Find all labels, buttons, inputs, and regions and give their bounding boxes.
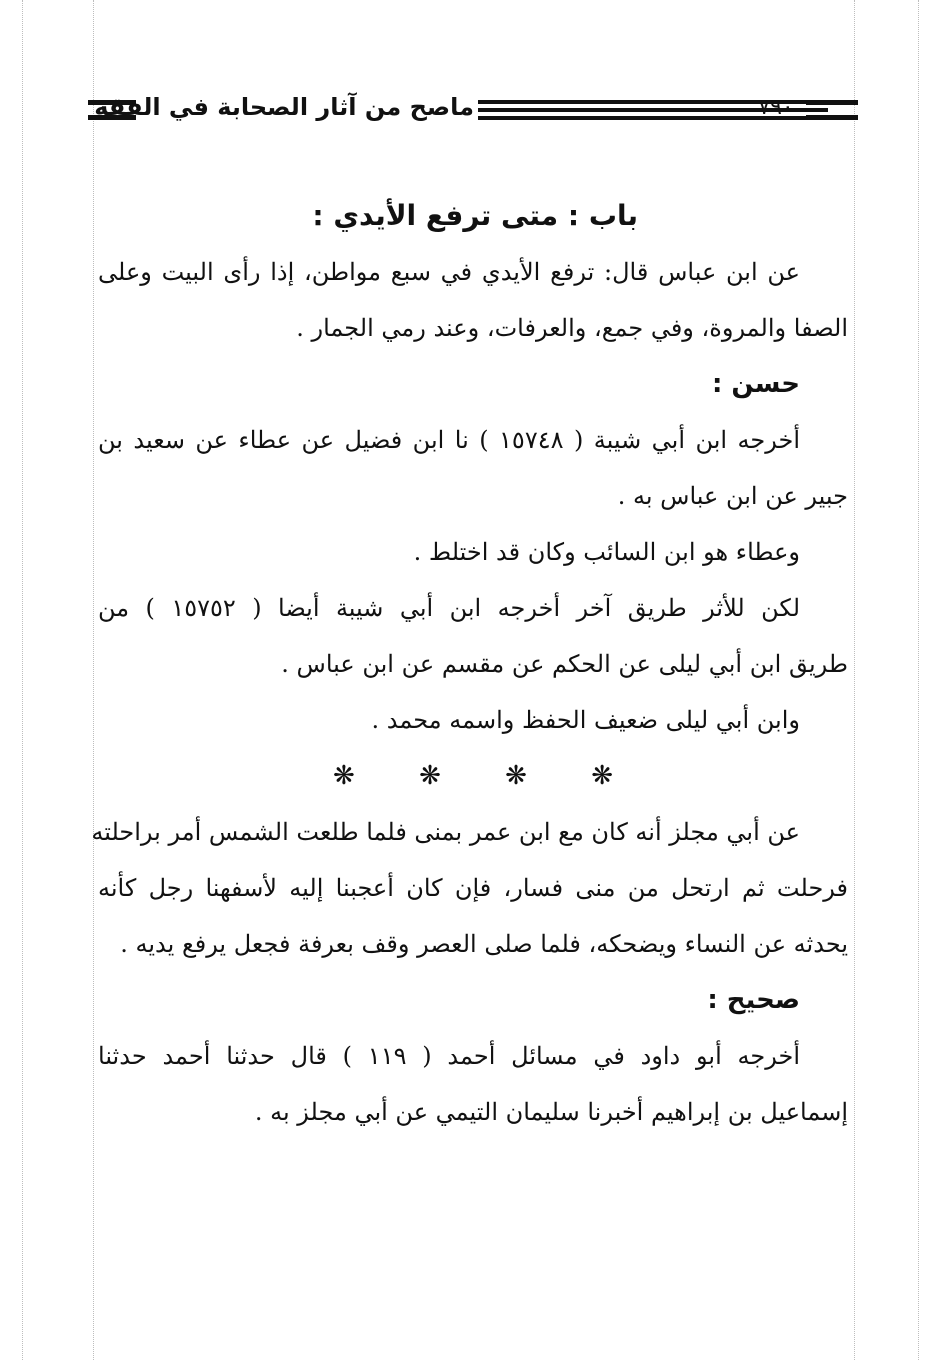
text-line: يحدثه عن النساء ويضحكه، فلما صلى العصر وقف بعرفة فجعل يرفع يديه . bbox=[120, 930, 848, 958]
page-number: ٧٩٠ bbox=[758, 95, 794, 120]
chapter-heading: باب : متى ترفع الأيدي : bbox=[312, 199, 638, 232]
grade-label: صحيح : bbox=[707, 985, 800, 1015]
text-line: جبير عن ابن عباس به . bbox=[617, 482, 848, 510]
text-line: إسماعيل بن إبراهيم أخبرنا سليمان التيمي عن أبي مجلز به . bbox=[254, 1098, 848, 1126]
text-line: طريق ابن أبي ليلى عن الحكم عن مقسم عن ابن عباس . bbox=[281, 650, 848, 678]
ornament-icon: ❋ bbox=[333, 761, 355, 791]
ornament-icon: ❋ bbox=[591, 761, 613, 791]
text-line: أخرجه ابن أبي شيبة ( ١٥٧٤٨ ) نا ابن فضيل عن عطاء عن سعيد بن bbox=[98, 426, 800, 454]
text-line: فرحلت ثم ارتحل من منى فسار، فإن كان أعجبنا إليه لأسفهنا رجل كأنه bbox=[98, 874, 848, 902]
text-line: عن أبي مجلز أنه كان مع ابن عمر بمنى فلما طلعت الشمس أمر براحلته bbox=[91, 818, 800, 846]
header-title: ماصح من آثار الصحابة في الفقه bbox=[94, 93, 474, 121]
ornament-icon: ❋ bbox=[505, 761, 527, 791]
text-line: أخرجه أبو داود في مسائل أحمد ( ١١٩ ) قال حدثنا أحمد حدثنا bbox=[98, 1042, 800, 1070]
section-separator bbox=[98, 748, 848, 804]
header-rule-right bbox=[806, 100, 858, 120]
guide-line bbox=[854, 0, 855, 1360]
page-body bbox=[91, 188, 848, 1140]
grade-label: حسن : bbox=[711, 369, 800, 399]
text-line: عن ابن عباس قال: ترفع الأيدي في سبع مواطن، إذا رأى البيت وعلى bbox=[98, 258, 800, 286]
page-header bbox=[88, 90, 858, 130]
text-line: لكن للأثر طريق آخر أخرجه ابن أبي شيبة أيضا ( ١٥٧٥٢ ) من bbox=[98, 594, 800, 622]
ornament-icon: ❋ bbox=[419, 761, 441, 791]
text-line: الصفا والمروة، وفي جمع، والعرفات، وعند رمي الجمار . bbox=[296, 314, 848, 342]
guide-line bbox=[918, 0, 919, 1360]
guide-line bbox=[93, 0, 94, 1360]
text-line: وعطاء هو ابن السائب وكان قد اختلط . bbox=[413, 538, 800, 566]
guide-line bbox=[22, 0, 23, 1360]
text-line: وابن أبي ليلى ضعيف الحفظ واسمه محمد . bbox=[371, 706, 800, 734]
